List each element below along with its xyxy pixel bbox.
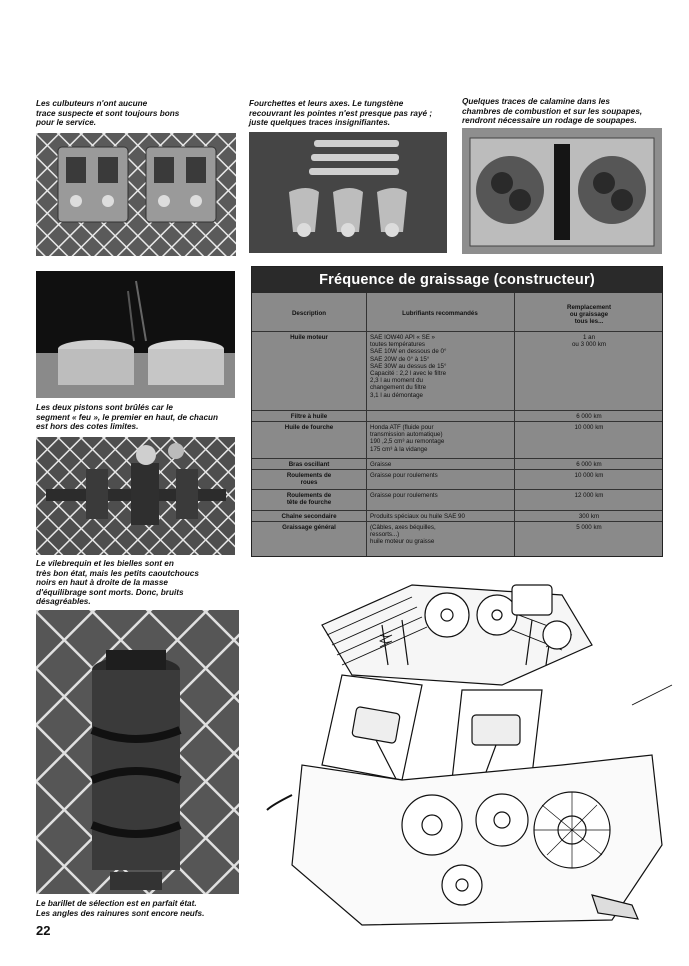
row-lubricants: (Câbles, axes béquilles, ressorts...) huile moteur ou graisse: [370, 524, 436, 546]
row-divider: [252, 331, 662, 332]
row-divider: [252, 458, 662, 459]
table-body: [252, 293, 662, 556]
row-lubricants: SAE IOW40 API « SE » toutes températures SAE 10W en dessous de 0° SAE 20W de 0° à 15° SAE 30W au dessus de 15° Capacité : 2,2 l avec le filtre 2,3 l au moment du changement du filtre 3,1 l au démontage: [370, 334, 447, 399]
photo-calamine: [462, 128, 662, 254]
row-divider: [252, 410, 662, 411]
row-description: Roulements de tête de fourche: [286, 492, 332, 507]
caption-pistons: Les deux pistons sont brûlés car le segment « feu », le premier en haut, de chacun est hors des cotes limites.: [36, 403, 218, 432]
table-title: Fréquence de graissage (constructeur): [252, 267, 662, 293]
row-lubricants: Produits spéciaux ou huile SAE 90: [370, 513, 465, 520]
row-replacement: 10 000 km: [574, 424, 604, 431]
row-lubricants: Honda ATF (fluide pour transmission automatique) 190 ,2,5 cm³ au remontage 175 cm³ à la vidange: [370, 424, 445, 453]
row-description: Filtre à huile: [290, 413, 328, 420]
row-replacement: 300 km: [578, 513, 600, 520]
row-divider: [252, 510, 662, 511]
caption-calamine: Quelques traces de calamine dans les chambres de combustion et sur les soupapes, rendront nécessaire un rodage de soupapes.: [462, 97, 643, 126]
page-number: 22: [36, 923, 51, 938]
row-description: Chaîne secondaire: [281, 513, 337, 520]
photo-vilebrequin: [36, 437, 235, 555]
row-description: Roulements de roues: [286, 472, 332, 487]
row-divider: [252, 489, 662, 490]
header-description: Description: [291, 310, 327, 317]
header-replacement: Remplacement ou graissage tous les...: [566, 304, 612, 326]
table-header-row: [252, 304, 662, 328]
header-lubricants: Lubrifiants recommandés: [402, 310, 478, 317]
photo-barillet: [36, 610, 239, 894]
engine-cutaway-illustration: [262, 565, 682, 940]
row-replacement: 6 000 km: [576, 461, 602, 468]
caption-vilebrequin: Le vilebrequin et les bielles sont en très bon état, mais les petits caoutchoucs noirs en haut à droite de la masse d'équilibrage sont morts. Donc, bruits désagréables.: [36, 559, 199, 607]
row-divider: [252, 521, 662, 522]
column-divider: [514, 293, 515, 556]
photo-culbuteurs: [36, 133, 236, 256]
photo-pistons: [36, 271, 235, 398]
row-lubricants: Graisse: [370, 461, 392, 468]
column-divider: [366, 293, 367, 556]
row-description: Huile de fourche: [284, 424, 334, 431]
row-replacement: 1 an ou 3 000 km: [571, 334, 607, 349]
row-replacement: 10 000 km: [574, 472, 604, 479]
row-divider: [252, 469, 662, 470]
row-replacement: 12 000 km: [574, 492, 604, 499]
row-description: Bras oscillant: [288, 461, 330, 468]
row-divider: [252, 421, 662, 422]
caption-fourchettes: Fourchettes et leurs axes. Le tungstène recouvrant les pointes n'est presque pas rayé ; juste quelques traces insignifiantes.: [249, 99, 433, 128]
row-replacement: 5 000 km: [576, 524, 602, 531]
row-replacement: 6 000 km: [576, 413, 602, 420]
row-lubricants: Graisse pour roulements: [370, 472, 438, 479]
caption-culbuteurs: Les culbuteurs n'ont aucune trace suspecte et sont toujours bons pour le service.: [36, 99, 180, 128]
lubrication-table: [251, 266, 663, 557]
row-lubricants: Graisse pour roulements: [370, 492, 438, 499]
row-description: Graissage général: [282, 524, 336, 531]
caption-barillet: Le barillet de sélection est en parfait état. Les angles des rainures sont encore neufs.: [36, 899, 205, 918]
row-description: Huile moteur: [290, 334, 328, 341]
photo-fourchettes: [249, 132, 447, 253]
